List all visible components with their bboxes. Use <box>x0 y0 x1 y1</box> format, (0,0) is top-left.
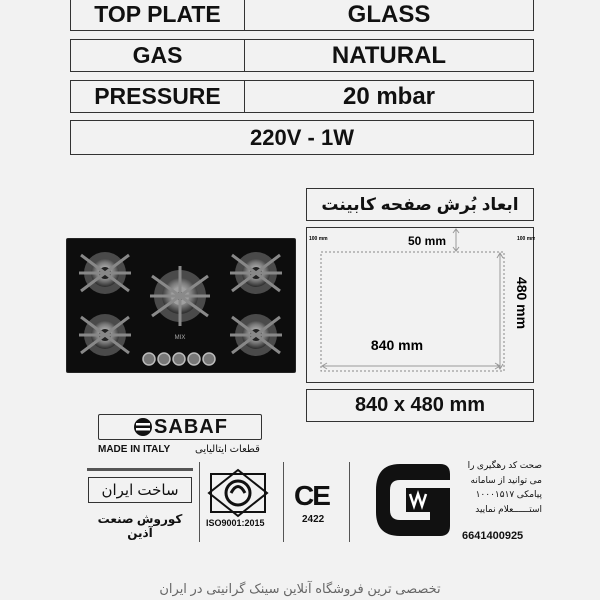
made-in-italy: MADE IN ITALY <box>98 444 171 455</box>
top-gap-label: 50 mm <box>407 234 447 248</box>
standard-line: صحت کد رهگیری را <box>467 460 542 470</box>
sabaf-logo <box>98 414 262 440</box>
cutout-title: ابعاد بُرش صفحه کابینت <box>306 188 534 221</box>
burner-bottom-left <box>79 314 131 356</box>
footer-tagline: تخصصی ترین فروشگاه آنلاین سینک گرانیتی در ایران <box>159 581 441 596</box>
standard-line: استــــــعلام نمایید <box>475 503 542 514</box>
spec-row-top-plate <box>70 0 534 31</box>
iso-label: ISO9001:2015 <box>206 518 265 528</box>
ce-mark: CE <box>294 480 329 511</box>
spec-value: NATURAL <box>331 41 447 69</box>
standard-line: پیامکی ۱۰۰۰۱۵۱۷ <box>475 489 542 499</box>
cutout-result: 840 x 480 mm <box>306 389 534 422</box>
standard-line: می توانید از سامانه <box>470 474 542 485</box>
hob-brand-mark: MIX <box>174 335 186 341</box>
iso-logo <box>207 468 269 523</box>
spec-row-power <box>70 120 534 155</box>
made-in-iran: ساخت ایران <box>88 477 192 503</box>
sabaf-emblem-icon <box>132 417 154 437</box>
burner-top-right <box>230 252 282 294</box>
iran-standard-logo <box>370 460 454 545</box>
control-knobs <box>143 353 215 365</box>
width-label: 840 mm <box>370 337 424 353</box>
ce-number: 2422 <box>302 514 325 525</box>
height-label: 480 mm <box>514 276 530 330</box>
standard-code: 6641400925 <box>462 530 524 542</box>
burner-top-left <box>79 252 131 294</box>
cutout-diagram <box>306 227 534 383</box>
divider <box>87 468 193 471</box>
italian-parts-note: قطعات ایتالیایی <box>195 444 260 455</box>
margin-left-label: 100 mm <box>309 236 328 242</box>
power-value: 220V - 1W <box>250 124 354 150</box>
sabaf-brand: SABAF <box>154 415 228 438</box>
spec-value: GLASS <box>347 0 431 28</box>
spec-label: PRESSURE <box>71 81 245 112</box>
spec-row-gas <box>70 39 534 72</box>
spec-label: GAS <box>71 40 245 71</box>
divider <box>349 462 350 542</box>
gas-hob-image <box>66 238 296 373</box>
standard-info <box>462 458 542 516</box>
spec-label: TOP PLATE <box>71 0 245 30</box>
spec-row-pressure <box>70 80 534 113</box>
burner-bottom-right <box>230 314 282 356</box>
divider <box>283 462 284 542</box>
spec-value: 20 mbar <box>342 82 436 110</box>
margin-right-label: 100 mm <box>517 236 535 242</box>
company-name: کوروش صنعت آذین <box>97 512 183 540</box>
divider <box>199 462 200 542</box>
